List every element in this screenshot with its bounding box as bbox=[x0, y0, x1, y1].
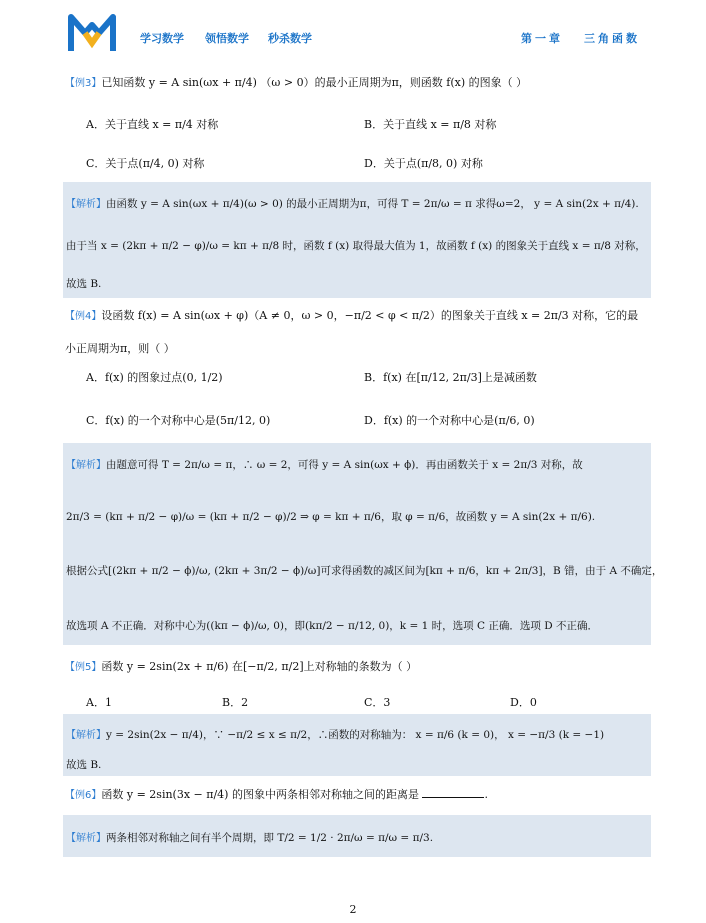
example-5-solution: 【解析】y = 2sin(2x − π/4)，∵ −π/2 ≤ x ≤ π/2，∴函数的对称轴为： x = π/6 (k = 0)， x = −π/3 (k = −1) 故选 B. bbox=[63, 714, 651, 776]
example-5-option-b: B．2 bbox=[222, 696, 249, 709]
example-4-solution: 【解析】由题意可得 T = 2π/ω = π，∴ ω = 2，可得 y = A sin(ωx + ϕ)．再由函数关于 x = 2π/3 对称，故 2π/3 = (kπ + π/2 − φ)/ω = (kπ + π/2 − φ)/2 ⇒ φ = kπ + π/6，取 φ = π/6，故函数 y = A sin(2x + π/6). 根据公式[(2kπ + π/2 − ϕ)/ω, (2kπ + 3π/2 − ϕ)/ω]可求得函数的减区间为[kπ + π/6，kπ + 2π/3]，B 错，由于 A 不确定， 故选项 A 不正确．对称中心为((kπ − ϕ)/ω, 0)，即(kπ/2 − π/12, 0)，k = 1 时，选项 C 正确．选项 D 不正确． bbox=[63, 443, 651, 645]
chapter-title: 三角函数 bbox=[584, 32, 640, 45]
solution-tag: 【解析】 bbox=[66, 460, 106, 471]
slogan-3: 秒杀数学 bbox=[268, 32, 312, 45]
chapter-number: 第一章 bbox=[521, 32, 563, 45]
example-4-option-a: A．f(x) 的图象过点(0, 1/2) bbox=[86, 371, 223, 384]
solution-tag: 【解析】 bbox=[66, 730, 106, 741]
example-4-question-cont: 小正周期为π，则（ ） bbox=[65, 342, 175, 355]
example-5-option-a: A．1 bbox=[86, 696, 112, 709]
slogan-2: 领悟数学 bbox=[205, 32, 249, 45]
example-3-solution: 【解析】由函数 y = A sin(ωx + π/4)(ω > 0) 的最小正周期为π，可得 T = 2π/ω = π 求得ω=2， y = A sin(2x + π/4). 由于当 x = (2kπ + π/2 − φ)/ω = kπ + π/8 时，函数 f (x) 取得最大值为 1，故函数 f (x) 的图象关于直线 x = π/8 对称， 故选 B. bbox=[63, 182, 651, 298]
page-number: 2 bbox=[349, 903, 357, 916]
example-6-tag: 【例6】 bbox=[65, 790, 102, 801]
slogan-1: 学习数学 bbox=[140, 32, 184, 45]
example-6-question: 【例6】函数 y = 2sin(3x − π/4) 的图象中两条相邻对称轴之间的距离是 . bbox=[65, 788, 488, 801]
example-4-option-d: D．f(x) 的一个对称中心是(π/6, 0) bbox=[364, 414, 535, 427]
example-3-option-a: A．关于直线 x = π/4 对称 bbox=[86, 118, 219, 131]
example-4-question: 【例4】设函数 f(x) = A sin(ωx + φ)（A ≠ 0，ω > 0，−π/2 < φ < π/2）的图象关于直线 x = 2π/3 对称，它的最 bbox=[65, 309, 639, 322]
answer-blank bbox=[422, 797, 484, 798]
example-4-option-b: B．f(x) 在[π/12, 2π/3]上是减函数 bbox=[364, 371, 537, 384]
example-5-tag: 【例5】 bbox=[65, 662, 102, 673]
example-3-tag: 【例3】 bbox=[65, 78, 102, 89]
example-4-option-c: C．f(x) 的一个对称中心是(5π/12, 0) bbox=[86, 414, 271, 427]
example-5-question: 【例5】函数 y = 2sin(2x + π/6) 在[−π/2, π/2]上对称轴的条数为（ ） bbox=[65, 660, 418, 673]
example-3-question: 【例3】已知函数 y = A sin(ωx + π/4) （ω > 0）的最小正周期为π，则函数 f(x) 的图象（ ） bbox=[65, 76, 528, 89]
example-5-option-d: D．0 bbox=[510, 696, 537, 709]
example-5-option-c: C．3 bbox=[364, 696, 391, 709]
example-6-solution: 【解析】两条相邻对称轴之间有半个周期，即 T/2 = 1/2 · 2π/ω = π/ω = π/3. bbox=[63, 815, 651, 857]
example-3-option-d: D．关于点(π/8, 0) 对称 bbox=[364, 157, 483, 170]
brand-logo bbox=[68, 13, 116, 53]
example-3-option-c: C．关于点(π/4, 0) 对称 bbox=[86, 157, 205, 170]
solution-tag: 【解析】 bbox=[66, 833, 106, 844]
example-3-option-b: B．关于直线 x = π/8 对称 bbox=[364, 118, 497, 131]
example-4-tag: 【例4】 bbox=[65, 311, 102, 322]
solution-tag: 【解析】 bbox=[66, 199, 106, 210]
